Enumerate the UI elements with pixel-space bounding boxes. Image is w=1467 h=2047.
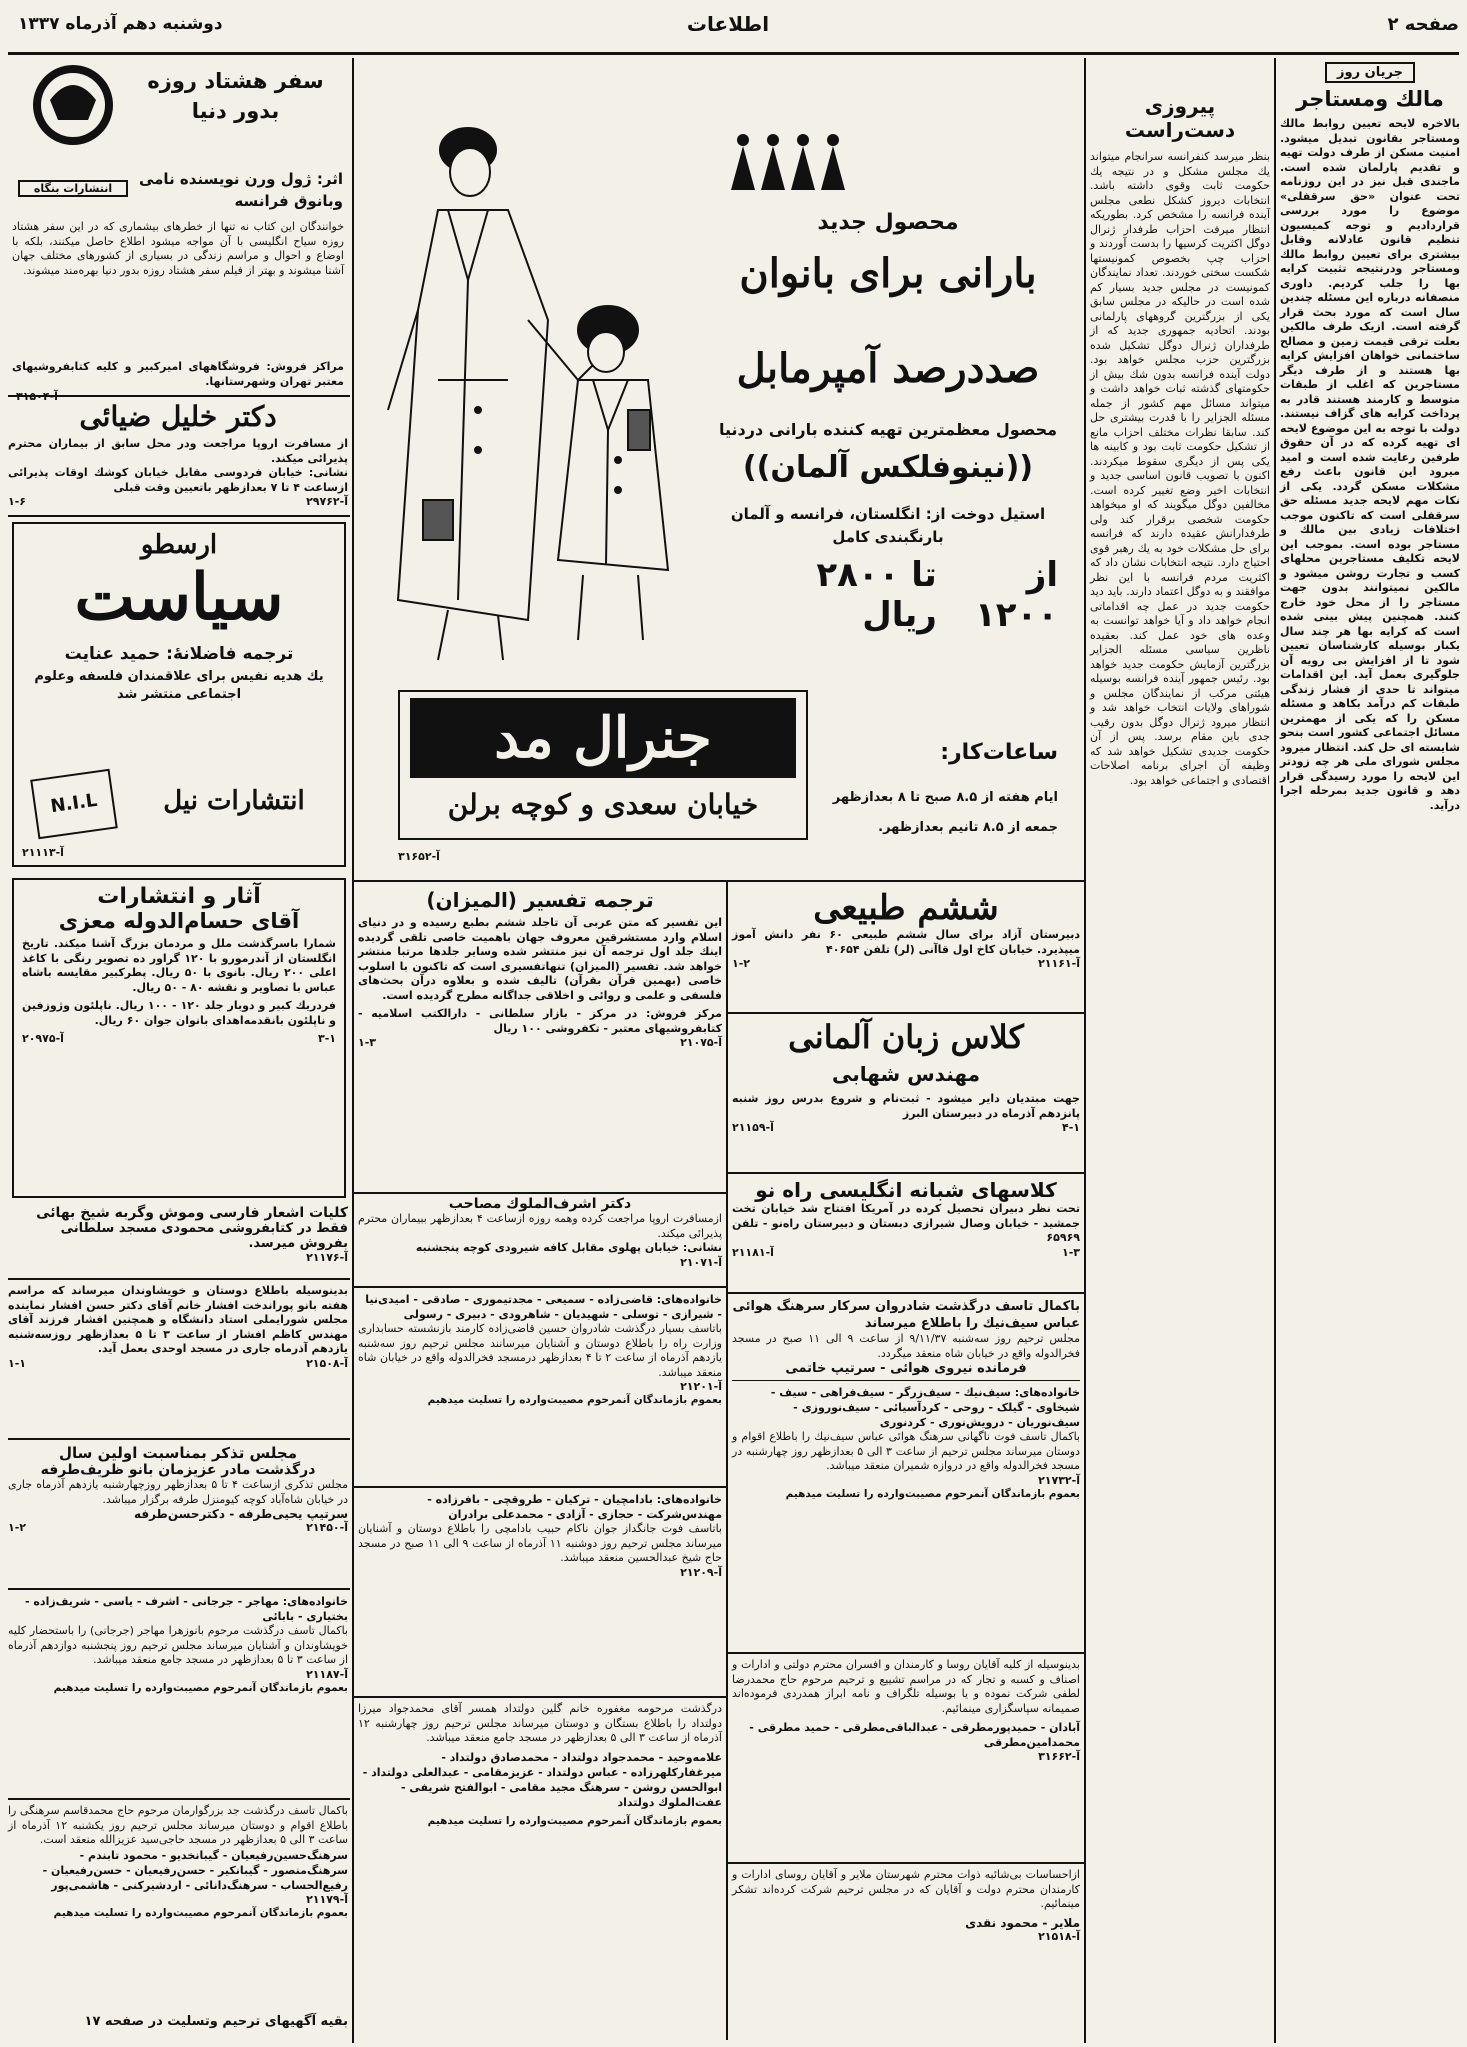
notice-left-1 [8,1284,348,1434]
tafsir-ref: ۱-۳ [358,1036,376,1049]
brand-figures-icon [728,130,848,200]
sarhang-end: بعموم بازماندگان آنمرحوم مصیبت‌وارده را تسلیت میدهیم [785,1487,1080,1500]
notice-left-4-code: آ-۲۱۱۷۹ [306,1892,348,1906]
english-title: کلاسهای شبانه انگلیسی راه نو [755,1178,1057,1202]
rule-mr-4 [728,1652,1084,1654]
notice-left-1-ref: ۱-۱ [8,1356,26,1370]
travel-ad [8,60,348,390]
store-address: خیابان سعدی و کوچه برلن [447,788,759,821]
works-code: آ-۲۰۹۷۵ [22,1032,64,1045]
notice-mid-1-families: خانواده‌های: قاضی‌زاده - سمیعی - مجدتیموری - صادقی - امیدی‌نیا - شیرازی - توسلی - شهیدیان - شاهرودی - دبیری - رسولی [365,1293,722,1321]
book-publisher: انتشارات نیل [163,786,305,816]
rule-left-5 [8,1588,350,1590]
notice-left-2 [8,1444,348,1584]
notice-left-2-code: آ-۲۱۴۵۰ [306,1521,348,1534]
works-title: آثار و انتشارات [97,884,261,909]
travel-publisher: انتشارات بنگاه [18,180,128,197]
tafsir-body: این تفسیر که متن عربی آن تاجلد ششم بطبع رسیده و در دنیای اسلام وارد مستشرقین معروف جهان باهمیت خاصی تلقی گردیده اینك جلد اول ترجمه آن نیز منتشر شده وسایر جلدها مرتبا منتشر خواهد شد. تفسیر (المیزان) تنهاتفسیری است که تاکنون با اسلوب خاصی (بهمین قرآن بقرآن) تالیف شده و بعلاوه درآن بحث‌های فلسفی و علمی و روائی و اخلاقی جداگانه مطرح گردیده است. [358,916,722,1002]
doctor2-ad [358,1196,722,1282]
class-title: ششم طبیعی [813,888,999,928]
notice-left-3-body: باکمال تاسف درگذشت مرحوم بانوزهرا مهاجر (جرجانی) را باستحضار کلیه خویشاوندان و آشنایان میرساند مجلس ترحیم روز پنجشنبه دوازدهم آذرماه از ساعت ۳ تا ۵ بعدازظهر در مسجد جامع منعقد میباشد. [8,1624,348,1666]
book-desc: یك هدیه نفیس برای علاقمندان فلسفه وعلوم اجتماعی منتشر شد [34,669,324,702]
doctor-address: نشانی: خیابان فردوسی مقابل خیابان کوشك اوقات پذیرائی ازساعت ۴ تا ۷ بعدازظهر باتعیین وقت قبلی [8,466,348,494]
doctor2-body: ازمسافرت اروپا مراجعت کرده وهمه روزه ازساعت ۴ بعدازظهر ببیماران محترم پذیرائی میکند. [358,1212,722,1240]
german-ad [732,1018,1080,1168]
english-body: تحت نظر دبیران تحصیل کرده در آمریکا افتتاح شد خیابان تخت جمشید - خیابان وصال شیرازی دبستان و دبیرستان راه‌نو - تلفن ۶۵۹۶۹ [732,1202,1080,1244]
issue-date: دوشنبه دهم آذرماه ۱۳۳۷ [18,14,223,34]
malayer-code: آ-۲۱۵۱۸ [1038,1929,1080,1943]
rule-left-1 [8,395,350,397]
book-code: آ-۲۱۱۱۳ [22,846,64,859]
notice-left-4-end: بعموم بازماندگان آنمرحوم مصیبت‌وارده را تسلیت میدهیم [53,1906,348,1919]
rule-left-3 [8,1278,350,1280]
notice-mid-1-end: بعموم بازماندگان آنمرحوم مصیبت‌وارده را تسلیت میدهیم [427,1394,722,1406]
english-ref: ۱-۳ [1062,1245,1080,1259]
notice-left-4 [8,1804,348,2004]
notice-mid-3-families: علامه‌وحید - محمدجواد دولتداد - محمدصادق دولتداد - میرغفارکلهرزاده - عباس دولتداد - عزیزمقامی - عبدالعلی دولتداد - ابوالحسن روشن - سرهنگ مجید مقامی - ابوالفتح شریفی - عفت‌الملوك دولتداد [362,1750,722,1809]
poems-title: کلیات اشعار فارسی وموش وگربه شیخ بهائی [36,1205,348,1221]
masthead-rule [8,52,1459,55]
works-body: شمارا باسرگذشت ملل و مردمان بزرگ آشنا میکند. تاریخ انگلستان از آندرمورو با ۱۲۰ گراور ده تصویر رنگی با کاغذ اعلی ۲۰۰ ریال. بانوی با ۵۰ ریال. پطرکبیر مقایسه باشاه عباس با تصاویر و نقشه ۸۰ - ۵۰ ریال. [22,937,337,994]
rule-left-6 [8,1798,350,1800]
tafsir-title: ترجمه تفسیر (المیزان) [426,888,654,912]
raincoat-style: استیل دوخت از: انگلستان، فرانسه و آلمان [730,505,1046,523]
rule-mr-3 [728,1292,1084,1294]
notice-left-3-code: آ-۲۱۱۸۷ [306,1667,348,1681]
raincoat-rule [354,880,1084,882]
notice-malayer [732,1868,1080,2018]
sarhang-title: باکمال تاسف درگذشت شادروان سرکار سرهنگ هوائی عباس سیف‌نیك را باطلاع میرساند [732,1299,1080,1331]
hours-weekdays: ایام هفته از ۸.۵ صبح تا ۸ بعدازظهر [832,790,1058,805]
price-to: تا ۲۸۰۰ ریال [816,555,937,635]
class-ref: ۱-۲ [732,957,750,970]
german-title: کلاس زبان آلمانی [788,1018,1024,1056]
sarhang-families: خانواده‌های: سیف‌نیك - سیف‌زرگر - سیف‌فراهی - سیف - شیخاوی - گیلک - روحی - کردآسیائی - سیف‌نوروزی - سیف‌نوریان - درویش‌نوری - کردنوری [770,1386,1080,1429]
raincoat-ad [358,60,1080,878]
col-rule-1 [1274,58,1276,2043]
raincoat-illustration [378,80,738,680]
class-body: دبیرستان آزاد برای سال ششم طبیعی ۶۰ نفر دانش آموز میپذیرد. خیابان کاخ اول قاآنی (لر) تلفن ۴۰۶۵۴ [732,928,1080,956]
editorial-body: بالاخره لایحه تعیین روابط مالك ومستاجر بقانون تبدیل میشود. امنیت مسکن از طرف دولت تهیه و تقدیم پارلمان شده است. ماجندی قبل نیز در این روزنامه تحت عنوان «حق سرقفلی» موضوع را مورد بررسی قراردادیم و توجه کمیسیون تنظیم قانون عادلانه وقابل بیشتری برای تعیین روابط مالك ومستاجر ودرنتیجه تثبیت کرایه بها را جلب کردیم. داوری منصفانه درباره این مسئله چندین سال است که مورد بحث قرار گرفته است. ازیک طرف مالکین بعلت ترقی قیمت زمین و مصالح ساختمانی خواهان افزایش کرایه بها هستند و از طرف دیگر مستاجرین که اغلب از طبقات متوسط و کارمند هستند قادر به پرداخت کرایه های گزاف نیستند. دولت با توجه به این موضوع لایحه ای تهیه کرده که در آن حقوق طرفین رعایت شده است و امید میرود این قانون باعث رفع مشکلات مسکن گردد. یکی از نکات مهم لایحه جدید مسئله حق سرقفلی است که تاکنون موجب اختلافات زیادی بین مالك و مستاجر بوده است. بموجب این لایحه تکلیف مستاجرین محلهای کسب و تجارت روشن میشود و مالکین نمیتوانند بدون جهت مستاجر را از محل خود خارج کنند. همچنین پیش بینی شده است که کرایه بها هر چند سال یکبار بوسیله کارشناسان تعیین شود تا از افزایش بی رویه آن جلوگیری بعمل آید. این اقدامات میتواند تا حدی از فشار زندگی طبقات کم درآمد بکاهد و مسئله مسکن را که یکی از مهمترین مسائل اجتماعی کشور است بنحو شایسته ای حل کند. انتظار میرود مجلس شورای ملی هر چه زودتر این لایحه را مورد رسیدگی قرار دهد و قانون جدید بمرحله اجرا درآید. [1280,117,1460,812]
rule-mid-3 [354,1486,726,1488]
store-name: جنرال مد [410,698,796,778]
book-ad [12,522,346,867]
notice-left-3-end: بعموم بازماندگان آنمرحوم مصیبت‌وارده را تسلیت میدهیم [53,1681,348,1694]
class-ad [732,888,1080,1008]
notice-left-3 [8,1594,348,1794]
travel-centers: مراکز فروش: فروشگاههای امیرکبیر و کلیه کتابفروشیهای معتبر تهران وشهرستانها. [12,360,344,388]
abadan-code: آ-۳۱۶۶۲ [1038,1750,1080,1763]
notice-mid-1 [358,1292,722,1482]
book-translator: ترجمه فاضلانهٔ: حمید عنایت [64,644,294,664]
raincoat-headline: بارانی برای بانوان [739,250,1037,297]
raincoat-label: محصول جدید [817,210,959,235]
notice-mid-1-body: باتاسف بسیار درگذشت شادروان حسین قاضی‌زاده کارمند بازنشسته حسابداری وزارت راه را باطلاع دوستان و آشنایان میرسانند مجلس ترحیم روز سه‌شنبه یازدهم آذرماه از ساعت ۲ تا ۴ بعدازظهر درمسجد فخرالدوله واقع در خیابان شاه منعقد میباشد. [358,1322,723,1379]
price-from: از ۱۲۰۰ [974,555,1058,635]
politics-title: پیروزی دست‌راست [1124,94,1236,142]
sarhang-body2: باکمال تاسف فوت ناگهانی سرهنگ هوائی عباس سیف‌نیك را باطلاع اقوام و دوستان میرساند مجلس ترحیم از ساعت ۳ الی ۵ بعدازظهر روز چهارشنبه در مسجد فخرالدوله واقع در دروازه شمیران منعقد میباشد. [732,1430,1081,1472]
notice-left-2-title: مجلس تذکر بمناسبت اولین سال [59,1444,297,1462]
editorial-title: مالك ومستاجر [1296,87,1444,111]
column-header: جریان روز [1325,62,1415,83]
notice-left-1-body: بدینوسیله باطلاع دوستان و خویشاوندان میرساند که مراسم هفته بانو پوراندخت افشار خانم آقای دکتر حسن افشار نماینده مجلس شورایملی استاد دانشگاه و همچنین افشار فرزند آقای مهندس کاظم افشار از ساعت ۳ تا ۵ بعدازظهر روزسه‌شنبه یازدهم آذرماه جاری در مسجد اوحدی بعمل آید. [8,1284,348,1355]
english-code: آ-۲۱۱۸۱ [732,1245,774,1259]
notice-mid-1-code: آ-۲۱۲۰۱ [680,1380,722,1393]
notice-mid-3-body: درگذشت مرحومه مغفوره خانم گلین دولتداد همسر آقای محمدجواد میرزا دولتداد را باطلاع بستگان و دوستان میرساند مجلس ترحیم روز چهارشنبه ۱۲ آذرماه از ساعت ۳ الی ۵ بعدازظهر در مسجد جامع منعقد میباشد. [358,1702,722,1744]
doctor2-address: نشانی: خیابان پهلوی مقابل کافه شیرودی کوچه پنجشنبه [415,1241,722,1254]
notice-left-4-body: باکمال تاسف درگذشت جد بزرگوارمان مرحوم حاج محمدقاسم سرهنگی را باطلاع اقوام و دوستان میرساند مجلس ترحیم روز یکشنبه ۱۲ آذرماه از ساعت ۳ الی ۵ بعدازظهر در مسجد حاجی‌سید عزیزالله منعقد است. [8,1804,349,1846]
raincoat-colors: بارنگبندی کامل [832,528,944,546]
sarhang-sub: فرمانده نیروی هوائی - سرتیپ خاتمی [785,1361,1027,1376]
notice-mid-2-families: خانواده‌های: بادامچیان - ترکیان - طروقچی - بافرزاده - مهندس‌شرکت - حجازی - آزادی - محمدعلی برادران [427,1493,722,1521]
works-author: آقای حسام‌الدوله معزی [58,909,300,933]
hours-friday: جمعه از ۸.۵ تانیم بعدازظهر. [878,820,1058,835]
notice-left-1-code: آ-۲۱۵۰۸ [306,1356,348,1370]
rule-mid-1 [354,1192,726,1194]
english-ad [732,1178,1080,1288]
notice-sarhang [732,1298,1080,1648]
page-number: صفحه ۲ [1387,14,1459,35]
masthead [8,8,1459,48]
tafsir-code: آ-۲۱۰۷۵ [680,1036,722,1049]
german-body: جهت مبتدیان دایر میشود - ثبت‌نام و شروع بدرس روز شنبه پانزدهم آذرماه در دبیرستان البرز [732,1092,1080,1120]
doctor2-code: آ-۲۱۰۷۱ [680,1255,722,1269]
raincoat-brand: ((نینوفلکس آلمان)) [742,450,1034,485]
notice-mid-2-body: باتاسف فوت جانگداز جوان ناکام حبیب بادامچی را باطلاع دوستان و آشنایان میرساند مجلس ترحیم روز دوشنبه ۱۱ آذرماه از ساعت ۹ الی ۱۱ صبح در مسجد حاج شیخ عبدالحسین منعقد میباشد. [358,1522,723,1564]
col-rule-3 [352,58,354,2043]
rule-mr-2 [728,1172,1084,1174]
book-title: سیاست [74,560,284,635]
raincoat-desc: محصول معظمترین تهیه کننده بارانی دردنیا [718,420,1058,439]
notice-left-4-families: سرهنگ‌حسین‌رفیعیان - گیبانخدیو - محمود تابندم - سرهنگ‌منصور - گیبانکیر - حسن‌رفیعیان - حسن‌رفیعیان - رفیع‌الحساب - سرهنگ‌دانائی - اردشیرکنی - هاشمی‌پور [42,1848,348,1892]
class-code: آ-۲۱۱۶۱ [1038,957,1080,970]
malayer-sig: ملایر - محمود نقدی [965,1915,1080,1930]
doctor-ref: ۱-۶ [8,495,26,508]
hours-title: ساعات‌کار: [940,740,1058,765]
rule-mid-4 [354,1696,726,1698]
paper-name: اطلاعات [686,12,770,36]
notice-mid-2-code: آ-۲۱۲۰۹ [680,1565,722,1579]
poems-ad [8,1205,348,1275]
abadan-families: آبادان - حمیدپورمطرقی - عبدالباقی‌مطرقی - حمید مطرقی - محمدامین‌مطرقی [749,1721,1080,1749]
notice-abadan [732,1658,1080,1858]
col-rule-2 [1084,58,1086,2043]
doctor-ad [8,400,348,510]
politics-column [1090,60,1270,2040]
notice-mid-3 [358,1702,722,2012]
poems-body: فقط در کتابفروشی محمودی مسجد سلطانی بفروش میرسد. [60,1221,348,1251]
german-code: آ-۲۱۱۵۹ [732,1121,774,1134]
works-ad [12,878,346,1198]
rule-mid-2 [354,1286,726,1288]
raincoat-code: آ-۳۱۶۵۲ [398,850,440,863]
notice-left-2-ref: ۱-۲ [8,1521,26,1534]
notice-left-2-body: مجلس تذکری ازساعت ۴ تا ۵ بعدازظهر روزچهارشنبه یازدهم آذرماه جاری در خیابان شاه‌آباد کوچه کیومنزل طرفه برگزار میباشد. [8,1478,349,1506]
notice-left-2-subtitle: درگذشت مادر عزیزمان بانو ظریف‌طرفه [40,1462,316,1478]
book-author: ارسطو [140,530,218,560]
tafsir-ad [358,888,722,1188]
col-rule-4 [726,880,728,2040]
rule-left-4 [8,1438,350,1440]
book-logo: N.I.L [30,769,118,840]
german-teacher: مهندس شهابی [832,1062,980,1086]
travel-author: اثر: ژول ورن نویسنده نامی وبانوق فرانسه [138,170,343,210]
works-ref: ۳-۱ [318,1032,336,1045]
travel-body: خوانندگان این کتاب نه تنها از خطرهای بیشماری که در این سفر هشتاد روزه سیاح انگلیسی با آن مواجه میشود اطلاع حاصل میکنند، بلکه با اوضاع و احوال و مراسم زندگی در بسیاری از کشورهای مختلف جهان آشنا میشوند و بهتر از فیلم سفر هشتاد روزه بدور دنیا بهره‌مند میشوند. [12,220,344,277]
sarhang-body: مجلس ترحیم روز سه‌شنبه ۹/۱۱/۳۷ از ساعت ۹ الی ۱۱ صبح در مسجد فخرالدوله واقع در خیابان شاه منعقد میگردد. [732,1332,1081,1360]
notice-mid-2 [358,1492,722,1692]
abadan-body: بدینوسیله از کلیه آقایان روسا و کارمندان و افسران محترم دولتی و ادارات و اصناف و کسبه و تجار که در مراسم تشییع و ترحیم مرحوم حاج محمدرضا لطفی شرکت نموده و یا بوسیله تلگراف و نامه ابراز همدردی فرموده‌اند صمیمانه سپاسگزاری مینمائیم. [732,1658,1080,1715]
rule-mr-1 [728,1012,1084,1014]
malayer-body: ازاحساسات بی‌شائبه ذوات محترم شهرستان ملایر و آقایان روسای ادارات و کارمندان محترم دولت و آقایان که در مجلس ترحیم شرکت کرده‌اند تشکر مینمائیم. [732,1868,1080,1910]
travel-title: سفر هشتاد روزه بدور دنیا [147,69,324,123]
store-banner [398,690,808,840]
editorial-column [1280,60,1460,2040]
tafsir-centers: مرکز فروش: در مرکز - بازار سلطانی - دارالکتب اسلامیه - کتابفروشیهای معتبر - تکفروشی ۱۰۰ ریال [358,1007,722,1035]
travel-logo-icon [28,60,118,150]
works-more: فردریك کبیر و دوبار جلد ۱۲۰ - ۱۰۰ ریال. ناپلئون وژوزفین و ناپلئون بانقدمه‌اهدای بانوان جوان ۶۰ ریال. [22,999,336,1027]
politics-body: بنظر میرسد کنفرانسه سرانجام میتواند یك مجلس مشکل و در نتیجه یك حکومت ثابت وقوی داشته باشد. انتخابات دیروز کشکل نطعی مجلس آینده فرانسه را مشخص کرد. بطوریکه انتظار میرفت احزاب طرفدار ژنرال دوگل اکثریت کرسیها را بدست آوردند و احزاب چپ بخصوص کمونیستها شکست سختی خوردند. تعداد نمایندگان کمونیست در مجلس جدید بسیار کم شده است در حالیکه در مجلس سابق یکی از بزرگترین گروههای پارلمانی بودند. اتحادیه جمهوری جدید که از طرفداران ژنرال دوگل تشکیل شده بزرگترین حزب مجلس خواهد بود. دولت آینده فرانسه بدون شك بیش از حکومتهای گذشته ثبات خواهد داشت و میتواند مسائل مهم کشور از جمله مسئله الجزایر را با قدرت بیشتری حل کند. سابقا نظرات مختلف احزاب مانع از تشکیل حکومت ثابت بود و کابینه ها یکی پس از دیگری سقوط میکردند. اکنون با تصویب قانون اساسی جدید و انتخابات اخیر وضع تغییر کرده است. مخالفین دوگل میگویند که او میخواهد حکومت شخصی برقرار کند ولی طرفدارانش عقیده دارند که فرانسه برای حل مشکلات خود به یك رهبر قوی احتیاج دارد. نتیجه انتخابات نشان داد که اکثریت مردم فرانسه با این نظر موافقند و به دوگل اعتماد دارند. باید دید حکومت جدید در عمل چه اقداماتی انجام خواهد داد و آیا خواهد توانست به وعده های خود عمل کند. بعقیده ناظرین سیاسی مسئله الجزایر بزرگترین آزمایش حکومت جدید خواهد بود. رئیس جمهور آینده فرانسه بوسیله هیئتی مرکب از نمایندگان مجلس و شوراهای ولایات انتخاب خواهد شد و انتظار میرود ژنرال دوگل بدون رقیب جدی باین مقام برسد. پس از آن حکومت جدیدی تشکیل خواهد شد که وظیفه آن اجرای برنامه اصلاحات اقتصادی و اجتماعی خواهد بود. [1090,150,1270,787]
notice-mid-3-end: بعموم بازماندگان آنمرحوم مصیبت‌وارده را تسلیت میدهیم [427,1814,722,1827]
notice-left-2-sig: سرتیپ یحیی‌طرفه - دکترحسن‌طرفه [133,1507,348,1521]
german-ref: ۴-۱ [1062,1121,1080,1134]
raincoat-price [738,555,1058,635]
poems-code: آ-۲۱۱۷۶ [306,1251,348,1264]
sarhang-code: آ-۲۱۷۳۲ [1038,1473,1080,1487]
raincoat-slogan: صددرصد آمپرمابل [736,345,1040,392]
doctor-line1: از مسافرت اروپا مراجعت ودر محل سابق از بیماران محترم پذیرائی میکند. [8,437,348,465]
doctor-title: دکتر خلیل ضیائی [79,400,277,433]
rule-left-2 [8,515,350,517]
doctor-code: آ-۲۹۷۶۲ [306,495,348,508]
footer-note: بقیه آگهیهای ترحیم وتسلیت در صفحه ۱۷ [84,2014,348,2029]
doctor2-title: دکتر اشرف‌الملوك مصاحب [448,1196,632,1212]
notice-left-3-families: خانواده‌های: مهاجر - جرجانی - اشرف - یاسی - شریف‌زاده - بختیاری - بابائی [25,1595,348,1623]
rule-mr-5 [728,1862,1084,1864]
